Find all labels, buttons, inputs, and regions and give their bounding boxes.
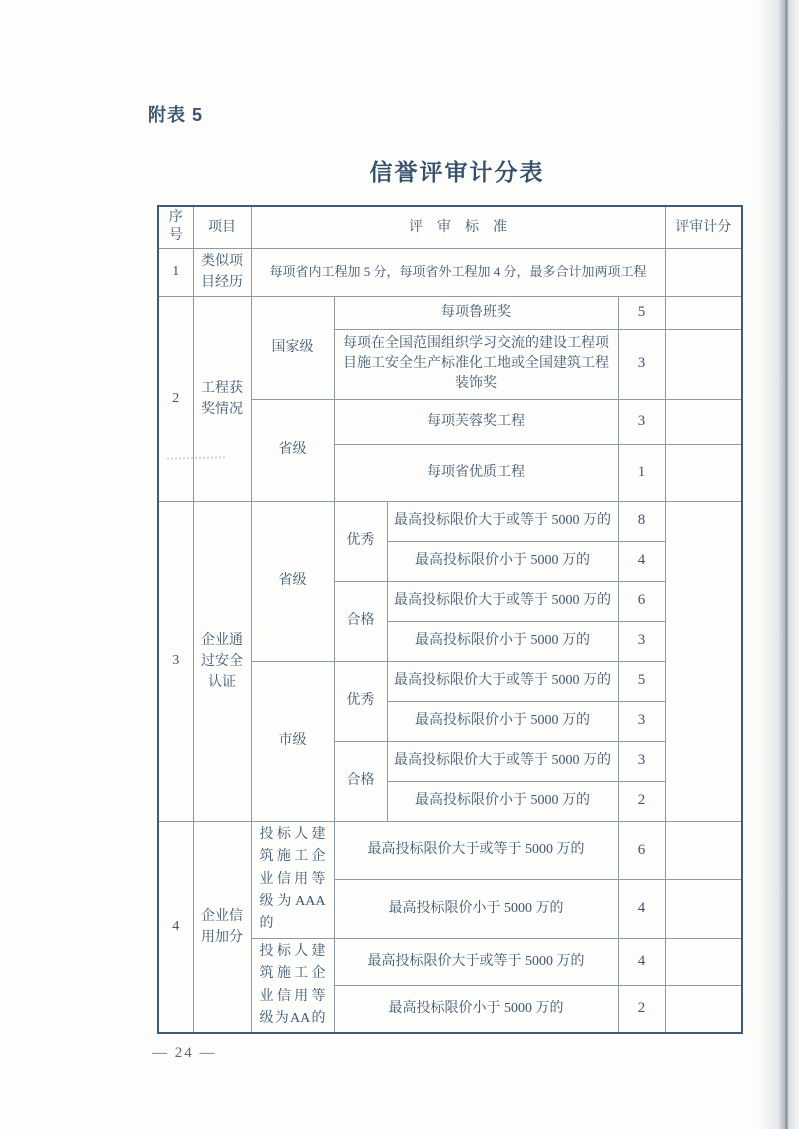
section1-item [193,249,251,296]
rating-aaa [251,821,334,938]
section4-row-1 [158,821,742,879]
criteria-cell: 最高投标限价大于或等于 5000 万的 [334,821,618,879]
review-score-cell [665,399,742,444]
criteria-cell: 每项芙蓉奖工程 [334,399,618,444]
points-cell: 6 [618,821,665,879]
rating-aa-label: 投标人建筑施工企业信用等级为AA的 [259,943,326,1026]
page-title: 信誉评审计分表 [369,159,545,185]
criteria-cell: 最高投标限价小于 5000 万的 [334,986,618,1034]
section3-row-1 [158,501,742,541]
section2-seq: 2 [158,296,193,501]
points-cell: 4 [618,938,665,986]
grade-qualified: 合格 [334,581,387,661]
rating-aa [251,938,334,1033]
header-item [193,206,251,249]
points-cell: 3 [618,621,665,661]
section3-level-provincial: 省级 [251,501,334,661]
criteria-cell: 最高投标限价小于 5000 万的 [387,781,618,821]
review-score-cell [665,296,742,329]
criteria-cell: 最高投标限价大于或等于 5000 万的 [387,501,618,541]
section2-level-provincial: 省级 [251,399,334,501]
points-cell: 5 [618,661,665,701]
section3-seq: 3 [158,501,193,821]
points-cell: 1 [618,444,665,501]
criteria-cell: 最高投标限价小于 5000 万的 [334,880,618,938]
section1-item-label: 类似项目经历 [200,254,243,291]
section2-item-label: 工程获奖情况 [200,380,243,417]
section1-criteria: 每项省内工程加 5 分，每项省外工程加 4 分，最多合计加两项工程 [251,249,665,296]
points-cell: 6 [618,581,665,621]
points-cell: 4 [618,541,665,581]
table-header-row [158,206,742,249]
header-item-label: 项目 [208,219,236,235]
section1-seq: 1 [158,249,193,296]
section3-level-municipal: 市级 [251,661,334,821]
review-score-cell [665,986,742,1034]
points-cell: 3 [618,399,665,444]
header-criteria: 评 审 标 准 [251,206,665,249]
header-seq [158,206,193,249]
section2-item [193,296,251,501]
criteria-cell: 最高投标限价大于或等于 5000 万的 [334,938,618,986]
review-score-cell [665,329,742,399]
review-score-cell [665,821,742,879]
criteria-cell: 每项鲁班奖 [334,296,618,329]
review-score-cell [665,444,742,501]
section3-item-label: 企业通过安全认证 [200,632,243,690]
grade-excellent: 优秀 [334,501,387,581]
points-cell: 3 [618,329,665,399]
section2-level-national: 国家级 [251,296,334,399]
header-seq-label: 序号 [168,210,183,244]
grade-excellent: 优秀 [334,661,387,741]
page-number: — 24 — [152,1045,217,1061]
review-score-cell [665,880,742,938]
section1-review-score-cell [665,249,742,296]
section4-item [193,821,251,1033]
criteria-cell: 最高投标限价大于或等于 5000 万的 [387,741,618,781]
points-cell: 5 [618,296,665,329]
points-cell: 3 [618,701,665,741]
review-score-cell [665,938,742,986]
scan-edge-shadow [757,0,799,1129]
points-cell: 8 [618,501,665,541]
criteria-cell: 最高投标限价大于或等于 5000 万的 [387,581,618,621]
header-score: 评审计分 [665,206,742,249]
section3-item [193,501,251,821]
points-cell: 2 [618,986,665,1034]
criteria-cell: 最高投标限价小于 5000 万的 [387,541,618,581]
criteria-cell: 每项在全国范围组织学习交流的建设工程项目施工安全生产标准化工地或全国建筑工程装饰奖 [334,329,618,399]
points-cell: 4 [618,880,665,938]
grade-qualified: 合格 [334,741,387,821]
rating-aaa-label: 投标人建筑施工企业信用等级为AAA的 [259,826,326,932]
criteria-cell: 每项省优质工程 [334,444,618,501]
criteria-cell: 最高投标限价大于或等于 5000 万的 [387,661,618,701]
criteria-cell: 最高投标限价小于 5000 万的 [387,621,618,661]
criteria-cell: 最高投标限价小于 5000 万的 [387,701,618,741]
attachment-label: 附表 5 [148,105,204,125]
points-cell: 2 [618,781,665,821]
section4-item-label: 企业信用加分 [200,908,243,945]
section4-seq: 4 [158,821,193,1033]
section1-row [158,249,742,296]
section3-review-score-cell [665,501,742,821]
credit-review-score-table [157,205,743,1034]
section2-row-1 [158,296,742,329]
points-cell: 3 [618,741,665,781]
